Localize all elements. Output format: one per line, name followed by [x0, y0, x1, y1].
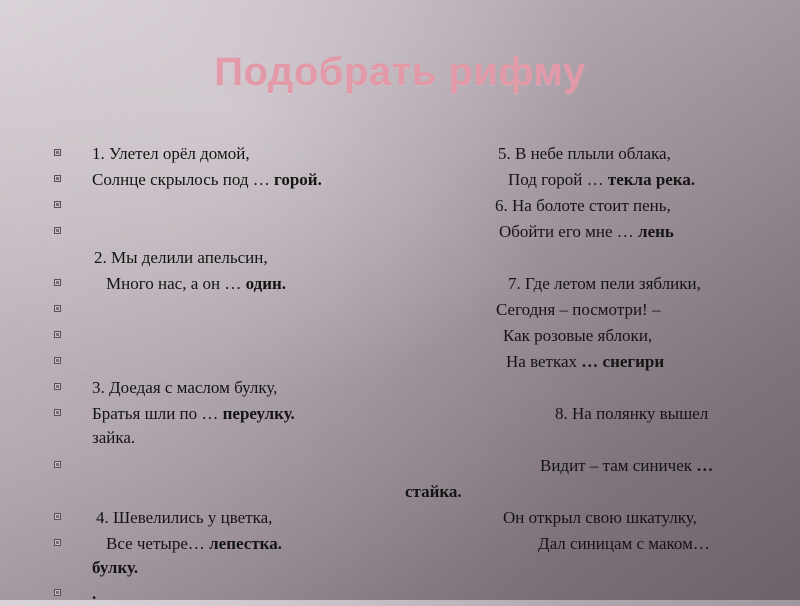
line-right-text: [503, 324, 652, 348]
line-right-plain-text: Он открыл свою шкатулку,: [503, 508, 697, 527]
bullet-icon: [54, 227, 61, 234]
line-right-plain-text: 8. На полянку вышел: [555, 404, 709, 423]
line-left-text: [92, 168, 322, 192]
line-right-text: [540, 454, 713, 478]
line-right-plain-text: Под горой …: [508, 170, 608, 189]
line-left-plain-text: Все четыре…: [106, 534, 210, 553]
rhyme-line: [0, 142, 800, 166]
rhyme-line: [0, 480, 800, 504]
line-right-text: [538, 532, 710, 556]
line-left-text: [92, 556, 138, 580]
line-right-text: [508, 168, 695, 192]
line-right-text: [495, 194, 671, 218]
line-right-plain-text: Дал синицам с маком…: [538, 534, 710, 553]
line-left-text: [92, 582, 96, 606]
line-left-text: [106, 272, 286, 296]
line-left-plain-text: 4. Шевелились у цветка,: [96, 508, 273, 527]
bullet-icon: [54, 409, 61, 416]
line-left-text: [96, 506, 272, 530]
line-left-text: [106, 532, 282, 556]
rhyme-line: [0, 246, 800, 270]
rhyme-line: [0, 582, 800, 606]
line-right-plain-text: Сегодня – посмотри! –: [496, 300, 661, 319]
line-left-answer: переулку.: [222, 404, 295, 423]
rhyme-line: [0, 272, 800, 296]
line-left-plain-text: Братья шли по …: [92, 404, 223, 423]
rhyme-line: [0, 298, 800, 322]
line-right-plain-text: Как розовые яблоки,: [503, 326, 653, 345]
line-left-text: [92, 376, 277, 400]
line-right-plain-text: Видит – там синичек: [540, 456, 697, 475]
line-right-plain-text: Обойти его мне …: [499, 222, 639, 241]
line-left-text: [92, 142, 250, 166]
line-left-answer: один.: [245, 274, 287, 293]
line-right-text: [405, 480, 462, 504]
line-left-plain-text: 2. Мы делили апельсин,: [94, 248, 268, 267]
line-left-plain-text: 3. Доедая с маслом булку,: [92, 378, 278, 397]
bullet-icon: [54, 513, 61, 520]
line-right-text: [506, 350, 664, 374]
bullet-icon: [54, 461, 61, 468]
line-right-text: [555, 402, 708, 426]
line-right-answer: стайка.: [405, 482, 462, 501]
line-left-text: [92, 402, 295, 426]
line-right-plain-text: На ветках: [506, 352, 582, 371]
rhyme-line: [0, 532, 800, 556]
line-left-answer: лепестка.: [209, 534, 282, 553]
bullet-icon: [54, 331, 61, 338]
bullet-icon: [54, 357, 61, 364]
line-right-answer: лень: [638, 222, 674, 241]
line-left-plain-text: Много нас, а он …: [106, 274, 246, 293]
bullet-icon: [54, 589, 61, 596]
bullet-icon: [54, 279, 61, 286]
line-right-plain-text: 7. Где летом пели зяблики,: [508, 274, 701, 293]
line-left-text: [92, 426, 135, 450]
line-right-answer: текла река.: [607, 170, 696, 189]
rhyme-line: [0, 426, 800, 450]
line-left-plain-text: зайка.: [92, 428, 136, 447]
bullet-icon: [54, 539, 61, 546]
line-left-text: [94, 246, 268, 270]
bullet-icon: [54, 305, 61, 312]
line-left-answer: булку.: [92, 558, 139, 577]
bullet-icon: [54, 175, 61, 182]
line-right-text: [499, 220, 674, 244]
line-left-answer: горой.: [274, 170, 322, 189]
rhyme-line: [0, 556, 800, 580]
rhyme-line: [0, 220, 800, 244]
line-right-text: [503, 506, 697, 530]
line-right-text: [496, 298, 660, 322]
bullet-icon: [54, 383, 61, 390]
rhyme-line: [0, 324, 800, 348]
line-right-text: [508, 272, 701, 296]
rhyme-line: [0, 194, 800, 218]
line-right-plain-text: 6. На болоте стоит пень,: [495, 196, 671, 215]
rhyme-line: [0, 350, 800, 374]
line-right-plain-text: 5. В небе плыли облака,: [498, 144, 671, 163]
line-right-text: [498, 142, 671, 166]
bullet-icon: [54, 149, 61, 156]
line-right-answer: …: [696, 456, 714, 475]
rhyme-line: [0, 454, 800, 478]
line-right-answer: … снегири: [581, 352, 665, 371]
line-left-plain-text: 1. Улетел орёл домой,: [92, 144, 250, 163]
rhyme-line: [0, 402, 800, 426]
bullet-icon: [54, 201, 61, 208]
rhyme-line: [0, 506, 800, 530]
rhyme-line: [0, 376, 800, 400]
line-left-answer: .: [92, 584, 97, 603]
rhyme-line: [0, 168, 800, 192]
slide-title: Подобрать рифму: [214, 50, 586, 94]
line-left-plain-text: Солнце скрылось под …: [92, 170, 275, 189]
